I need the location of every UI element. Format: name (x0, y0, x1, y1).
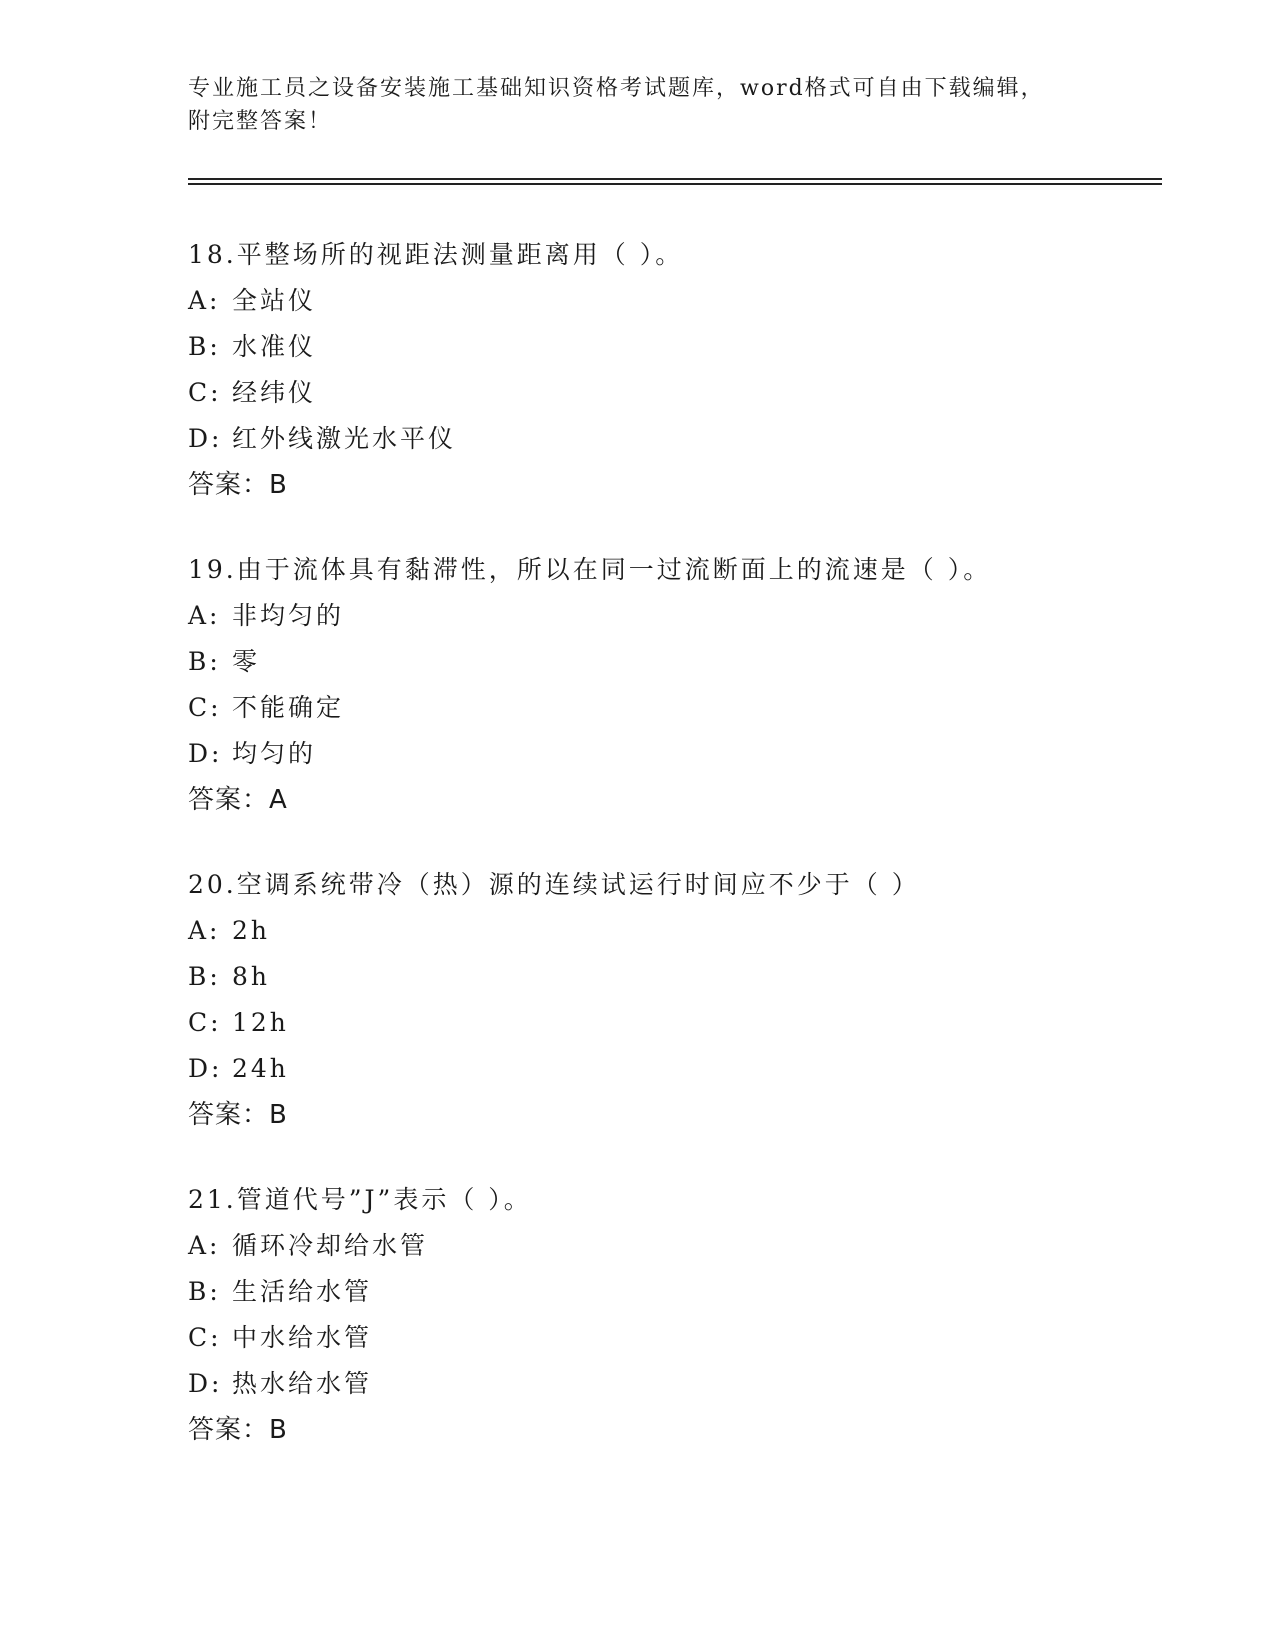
option-c (188, 685, 1168, 731)
option-c (188, 1315, 1168, 1361)
question-19 (188, 547, 1168, 823)
option-a (188, 908, 1168, 954)
option-letter: A: (188, 601, 221, 630)
option-text: 经纬仪 (232, 378, 317, 407)
option-text: 水准仪 (232, 332, 317, 361)
question-stem: 21.管道代号”J”表示（ ）。 (188, 1185, 532, 1214)
option-text: 热水给水管 (232, 1369, 373, 1398)
header-line-1: 专业施工员之设备安装施工基础知识资格考试题库，word格式可自由下载编辑， (188, 76, 1045, 101)
option-letter: D: (188, 1054, 223, 1083)
option-letter: C: (188, 1323, 222, 1352)
option-text: 8h (232, 962, 271, 991)
option-b (188, 1269, 1168, 1315)
option-letter: C: (188, 693, 222, 722)
document-header (188, 72, 1068, 138)
option-letter: C: (188, 378, 222, 407)
question-stem: 20.空调系统带冷（热）源的连续试运行时间应不少于（ ） (188, 870, 920, 899)
option-text: 24h (232, 1054, 289, 1083)
option-letter: A: (188, 1231, 221, 1260)
option-letter: A: (188, 916, 221, 945)
option-b (188, 324, 1168, 370)
option-a (188, 593, 1168, 639)
option-letter: B: (188, 647, 221, 676)
option-d (188, 731, 1168, 777)
option-letter: A: (188, 286, 221, 315)
question-20 (188, 862, 1168, 1138)
question-18 (188, 232, 1168, 508)
option-text: 不能确定 (232, 693, 345, 722)
question-21 (188, 1177, 1168, 1453)
option-letter: B: (188, 332, 221, 361)
option-letter: D: (188, 739, 223, 768)
option-text: 非均匀的 (232, 601, 345, 630)
option-b (188, 954, 1168, 1000)
option-c (188, 370, 1168, 416)
question-stem: 18.平整场所的视距法测量距离用（ ）。 (188, 240, 684, 269)
option-a (188, 278, 1168, 324)
option-text: 全站仪 (232, 286, 317, 315)
option-letter: D: (188, 1369, 223, 1398)
option-text: 12h (232, 1008, 289, 1037)
option-d (188, 1361, 1168, 1407)
option-a (188, 1223, 1168, 1269)
option-letter: B: (188, 1277, 221, 1306)
option-text: 循环冷却给水管 (232, 1231, 429, 1260)
answer: 答案：A (188, 785, 288, 815)
option-text: 零 (232, 647, 261, 676)
option-b (188, 639, 1168, 685)
option-letter: B: (188, 962, 221, 991)
option-text: 均匀的 (232, 739, 317, 768)
header-divider-top (188, 178, 1162, 180)
option-text: 红外线激光水平仪 (232, 424, 457, 453)
option-d (188, 1046, 1168, 1092)
option-c (188, 1000, 1168, 1046)
option-text: 2h (232, 916, 271, 945)
answer: 答案：B (188, 1415, 288, 1445)
header-line-2: 附完整答案！ (188, 109, 333, 134)
answer: 答案：B (188, 1100, 288, 1130)
option-letter: D: (188, 424, 223, 453)
header-divider-bottom (188, 183, 1162, 185)
option-d (188, 416, 1168, 462)
option-text: 生活给水管 (232, 1277, 373, 1306)
option-letter: C: (188, 1008, 222, 1037)
option-text: 中水给水管 (232, 1323, 373, 1352)
answer: 答案：B (188, 470, 288, 500)
question-stem: 19.由于流体具有黏滞性，所以在同一过流断面上的流速是（ ）。 (188, 555, 992, 584)
